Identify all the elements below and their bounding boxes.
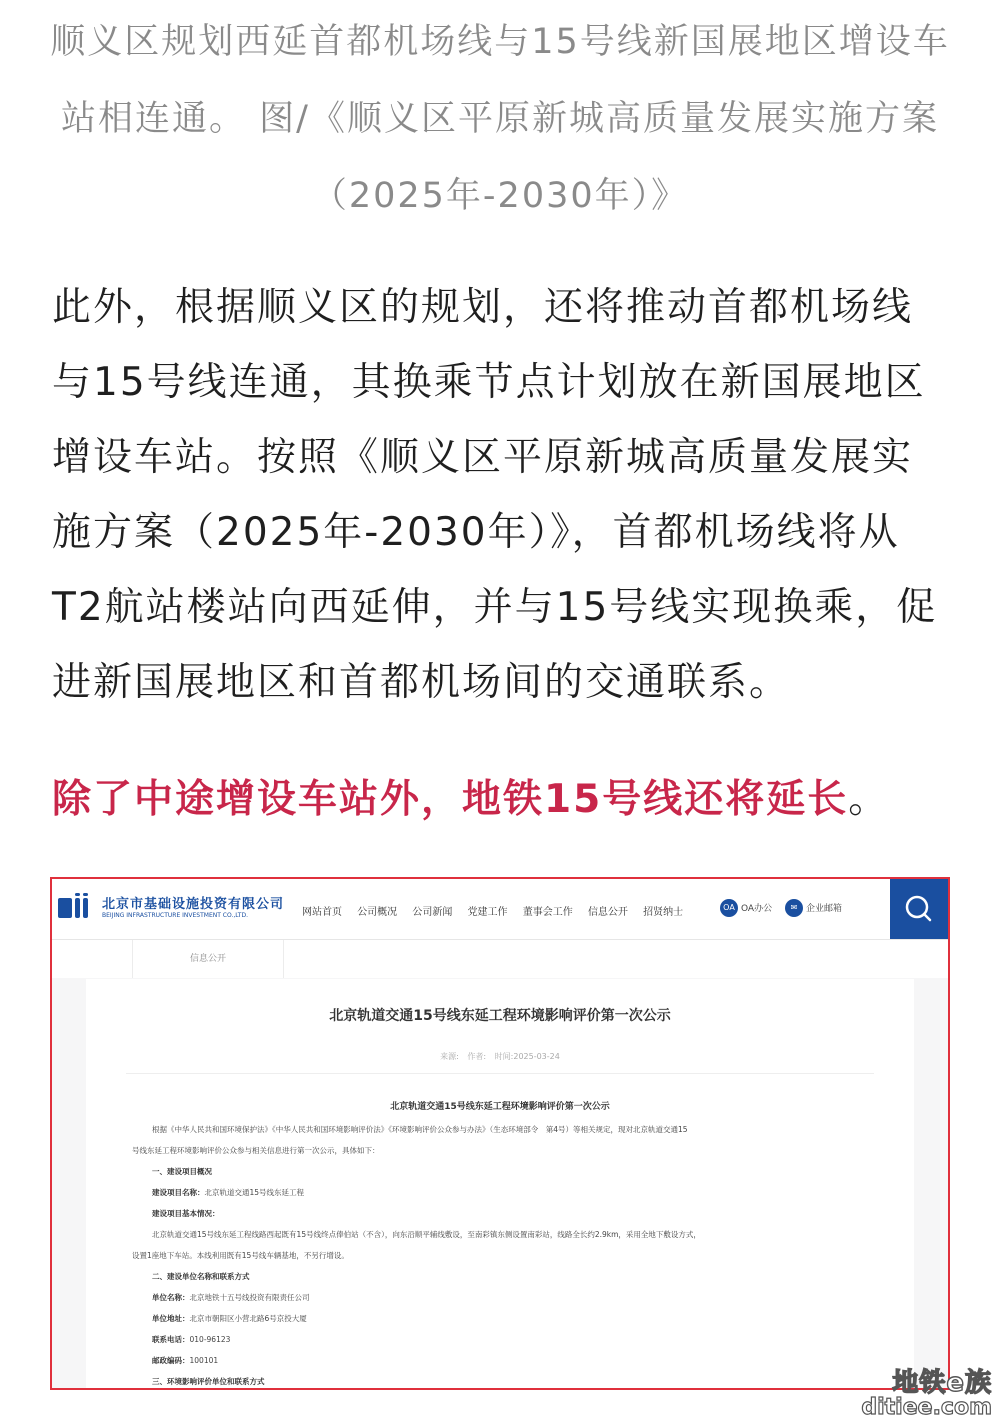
field-label: 单位名称：	[152, 1293, 190, 1302]
body-line: 此外，根据顺义区的规划，还将推动首都机场线	[52, 285, 914, 330]
field-row	[132, 1350, 892, 1371]
body-line: 根据《中华人民共和国环境保护法》《中华人民共和国环境影响评价法》《环境影响评价公众参与办法》（生态环境部令 第4号）等相关规定，现对北京轨道交通15	[152, 1125, 688, 1134]
field-label: 邮政编码：	[152, 1356, 190, 1365]
site-nav	[302, 903, 695, 918]
section-heading: 三、环境影响评价单位和联系方式	[152, 1377, 265, 1386]
meta-author: 作者:	[467, 1052, 487, 1061]
article-title: 北京轨道交通15号线东延工程环境影响评价第一次公示	[329, 1008, 671, 1024]
mail-label: 企业邮箱	[805, 903, 842, 914]
mail-link[interactable]	[785, 904, 842, 914]
oa-icon: OA	[720, 899, 738, 917]
logo-text-cn: 北京市基础设施投资有限公司	[102, 897, 285, 912]
image-caption	[40, 4, 960, 235]
body-line: 施方案（2025年-2030年）》，首都机场线将从	[52, 510, 900, 555]
nav-item-disclosure[interactable]: 信息公开	[587, 907, 628, 918]
divider	[126, 1073, 874, 1074]
logo-mark-icon	[58, 895, 98, 921]
highlight-period: 。	[848, 777, 890, 822]
body-line: T2航站楼站向西延伸，并与15号线实现换乘，促	[52, 585, 938, 630]
field-value: 北京地铁十五号线投资有限责任公司	[189, 1293, 310, 1302]
caption-line: 顺义区规划西延首都机场线与15号线新国展地区增设车	[50, 22, 950, 62]
nav-item-home[interactable]: 网站首页	[302, 907, 342, 918]
field-label: 建设项目名称：	[152, 1188, 205, 1197]
article-meta	[86, 1051, 914, 1062]
caption-line: （2025年-2030年）》	[311, 176, 689, 216]
highlight-text: 除了中途增设车站外，地铁15号线还将延长	[52, 777, 849, 822]
site-header	[52, 879, 948, 940]
section-heading: 二、建设单位名称和联系方式	[152, 1272, 250, 1281]
section-heading: 一、建设项目概况	[152, 1167, 212, 1176]
body-line: 与15号线连通，其换乘节点计划放在新国展地区	[52, 360, 926, 405]
oa-label: OA办公	[741, 903, 773, 914]
caption-line: 站相连通。 图/《顺义区平原新城高质量发展实施方案	[61, 99, 939, 139]
body-line: 增设车站。按照《顺义区平原新城高质量发展实	[52, 435, 914, 480]
field-value: 100101	[189, 1356, 219, 1365]
field-value: 北京市朝阳区小营北路6号京投大厦	[189, 1314, 307, 1323]
watermark-en: ditiee.com	[861, 1395, 992, 1420]
article-subtitle: 北京轨道交通15号线东延工程环境影响评价第一次公示	[390, 1102, 610, 1112]
article-card	[86, 979, 914, 1390]
field-row	[132, 1182, 892, 1203]
field-value: 北京轨道交通15号线东延工程	[204, 1188, 305, 1197]
nav-item-news[interactable]: 公司新闻	[412, 907, 453, 918]
body-line: 进新国展地区和首都机场间的交通联系。	[52, 660, 791, 705]
meta-time: 时间:2025-03-24	[494, 1052, 560, 1061]
breadcrumb[interactable]: 信息公开	[132, 940, 284, 978]
highlight-sentence	[52, 762, 952, 837]
field-label: 单位地址：	[152, 1314, 190, 1323]
nav-item-about[interactable]: 公司概况	[357, 907, 398, 918]
embedded-screenshot	[50, 877, 950, 1390]
oa-link[interactable]	[720, 904, 772, 914]
field-row	[132, 1329, 892, 1350]
search-icon	[890, 879, 948, 939]
watermark	[861, 1362, 992, 1420]
nav-item-board[interactable]: 董事会工作	[522, 907, 573, 918]
mail-icon: ✉	[785, 899, 803, 917]
field-label: 联系电话：	[152, 1335, 190, 1344]
meta-source: 来源:	[440, 1052, 459, 1061]
watermark-cn: 地铁e族	[892, 1368, 992, 1398]
field-value: 010-96123	[189, 1335, 231, 1344]
nav-item-party[interactable]: 党建工作	[467, 907, 508, 918]
body-paragraph	[52, 270, 952, 720]
search-button[interactable]	[890, 879, 948, 939]
logo-text-en: BEIJING INFRASTRUCTURE INVESTMENT CO.,LTD.	[102, 912, 248, 919]
body-line: 设置1座地下车站。本线利用既有15号线车辆基地，不另行增设。	[132, 1251, 349, 1260]
body-line: 号线东延工程环境影响评价公众参与相关信息进行第一次公示，具体如下：	[132, 1146, 380, 1155]
field-row	[132, 1287, 892, 1308]
header-links	[720, 899, 852, 917]
field-label: 建设项目基本情况：	[152, 1209, 220, 1218]
nav-item-careers[interactable]: 招贤纳士	[643, 907, 684, 918]
article-body	[132, 1119, 892, 1390]
field-row	[132, 1308, 892, 1329]
breadcrumb-bar	[52, 940, 948, 978]
body-line: 北京轨道交通15号线东延工程线路西起既有15号线终点俸伯站（不含），向东沿顺平辅线敷设，至南彩镇东侧设置南彩站，线路全长约2.9km，采用全地下敷设方式，	[152, 1230, 701, 1239]
